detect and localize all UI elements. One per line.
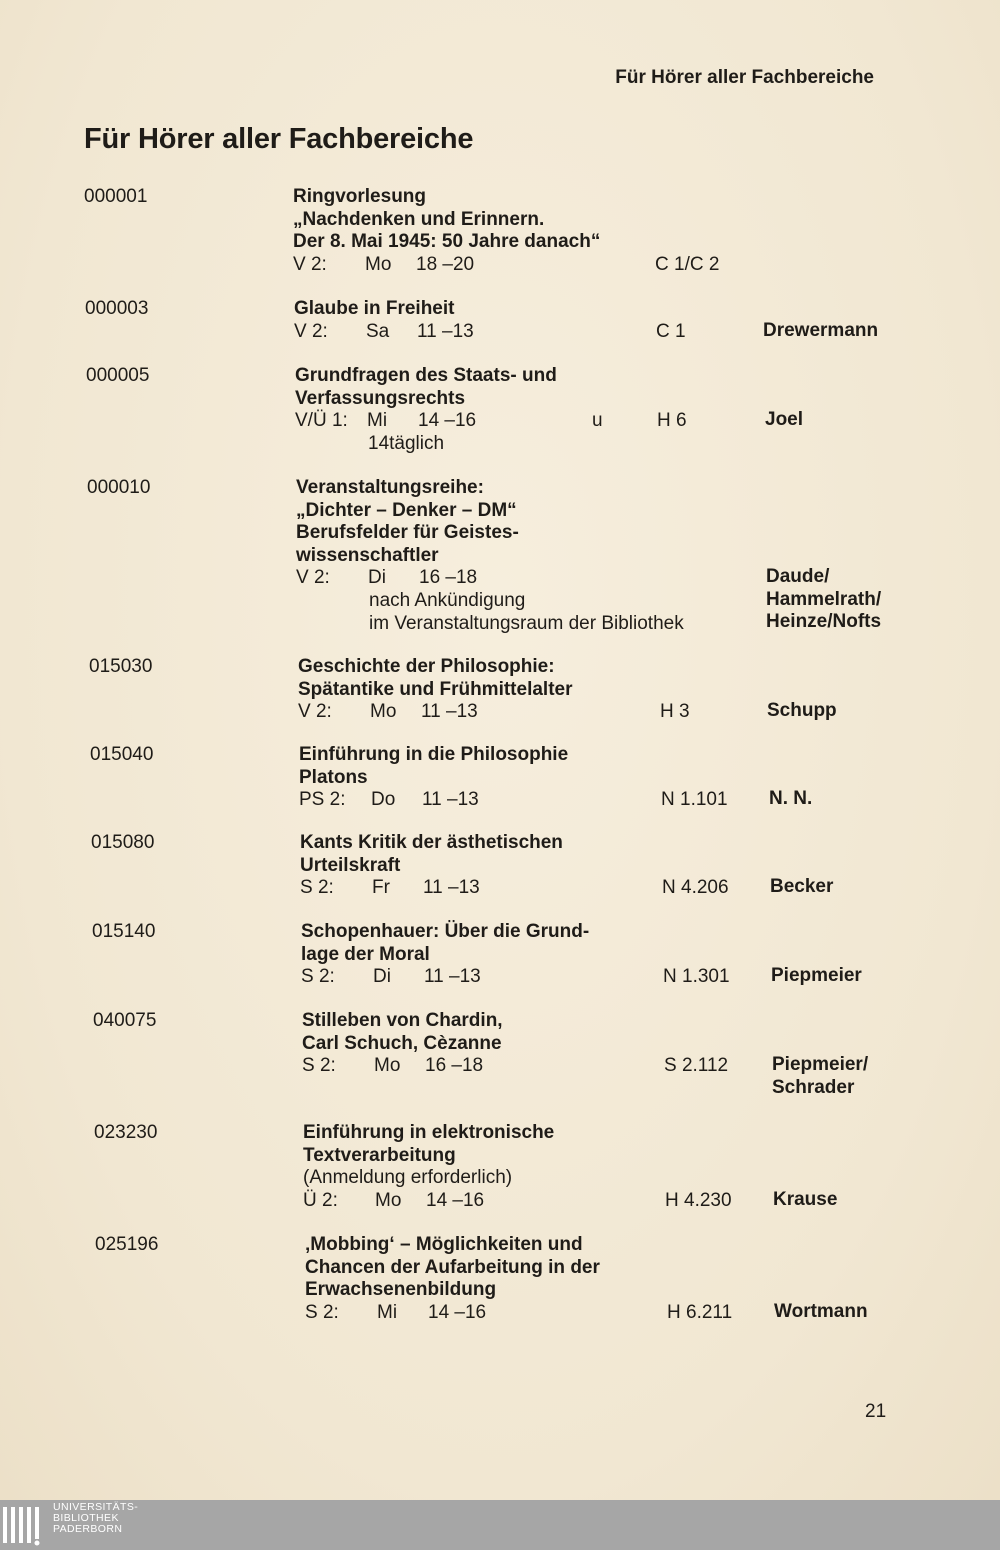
course-number: 015140 — [92, 921, 156, 942]
course-type: PS 2: — [299, 789, 346, 811]
course-lecturer: Daude/ Hammelrath/ Heinze/Nofts — [766, 566, 882, 633]
course-title: Einführung in elektronische Textverarbeitung — [303, 1122, 555, 1166]
course-time: 11 –13 — [424, 966, 481, 988]
course-lecturer: Wortmann — [774, 1301, 868, 1322]
course-title: Veranstaltungsreihe: „Dichter – Denker – DM“ Berufsfelder für Geistes- wissenschaftler — [296, 477, 519, 566]
course-room: H 4.230 — [665, 1189, 732, 1211]
course-room: C 1/C 2 — [655, 253, 720, 275]
course-day: Do — [371, 789, 396, 811]
course-details — [293, 186, 753, 276]
course-day: Di — [368, 567, 386, 589]
course-schedule — [299, 789, 759, 812]
course-day: Fr — [372, 877, 390, 899]
library-logo-icon — [2, 1503, 46, 1547]
course-schedule — [293, 254, 753, 277]
course-number: 025196 — [95, 1234, 159, 1255]
course-room: H 3 — [660, 701, 690, 723]
course-schedule — [296, 567, 756, 590]
course-number: 040075 — [93, 1010, 157, 1031]
section-title: Für Hörer aller Fachbereiche — [84, 123, 474, 155]
course-lecturer: N. N. — [769, 788, 813, 809]
course-number: 015030 — [89, 656, 153, 677]
course-details — [300, 832, 760, 900]
library-name: UNIVERSITÄTS- BIBLIOTHEK PADERBORN — [53, 1501, 139, 1535]
course-type: S 2: — [301, 966, 335, 988]
course-room: H 6 — [657, 410, 687, 432]
running-head: Für Hörer aller Fachbereiche — [615, 67, 874, 88]
course-schedule — [302, 1055, 762, 1078]
course-number: 023230 — [94, 1122, 158, 1143]
course-extra: nach Ankündigung im Veranstaltungsraum der Bibliothek — [369, 589, 684, 634]
course-details — [302, 1010, 762, 1078]
course-day: Mi — [377, 1301, 398, 1323]
course-room: H 6.211 — [667, 1301, 733, 1323]
course-type: V 2: — [293, 253, 327, 275]
course-lecturer: Becker — [770, 876, 834, 897]
course-schedule — [298, 701, 758, 724]
course-details — [295, 365, 755, 455]
course-time: 16 –18 — [425, 1055, 484, 1077]
course-day: Mo — [375, 1189, 402, 1211]
course-room: N 1.101 — [661, 789, 728, 811]
course-flag: u — [592, 410, 603, 432]
course-number: 000001 — [84, 186, 148, 207]
course-type: Ü 2: — [303, 1189, 338, 1211]
course-title: ‚Mobbing‘ – Möglichkeiten und Chancen der Aufarbeitung in der Erwachsenenbildung — [305, 1234, 600, 1301]
course-number: 000003 — [85, 298, 149, 319]
course-type: V 2: — [298, 701, 332, 723]
course-time: 11 –13 — [421, 701, 478, 723]
course-day: Mo — [370, 701, 397, 723]
course-title: Einführung in die Philosophie Platons — [299, 744, 569, 788]
course-time: 11 –13 — [417, 320, 474, 342]
course-room: S 2.112 — [664, 1055, 729, 1077]
course-day: Mo — [374, 1055, 401, 1077]
course-details — [301, 921, 761, 989]
course-details — [303, 1122, 763, 1212]
course-room: N 1.301 — [663, 966, 730, 988]
library-footer — [0, 1500, 1000, 1550]
course-number: 000005 — [86, 365, 150, 386]
course-day: Di — [373, 966, 391, 988]
course-day: Mi — [367, 410, 388, 432]
course-lecturer: Schupp — [767, 700, 837, 721]
course-room: N 4.206 — [662, 877, 729, 899]
course-title: Grundfragen des Staats- und Verfassungsrechts — [295, 365, 557, 409]
course-lecturer: Drewermann — [763, 320, 879, 341]
course-room: C 1 — [656, 320, 686, 342]
course-details — [298, 656, 758, 724]
course-schedule — [301, 966, 761, 989]
course-title: Ringvorlesung „Nachdenken und Erinnern. Der 8. Mai 1945: 50 Jahre danach“ — [293, 186, 601, 253]
course-time: 18 –20 — [416, 253, 475, 275]
course-time: 14 –16 — [428, 1301, 487, 1323]
course-time: 11 –13 — [422, 789, 479, 811]
course-title: Stilleben von Chardin, Carl Schuch, Cèzanne — [302, 1010, 503, 1054]
course-time: 11 –13 — [423, 877, 480, 899]
course-extra: 14täglich — [368, 432, 445, 454]
course-type: S 2: — [305, 1301, 339, 1323]
course-schedule — [303, 1190, 763, 1213]
course-type: V 2: — [294, 320, 328, 342]
course-title: Glaube in Freiheit — [294, 298, 455, 319]
course-number: 015080 — [91, 832, 155, 853]
course-lecturer: Krause — [773, 1189, 838, 1210]
course-day: Mo — [365, 253, 392, 275]
course-schedule — [300, 877, 760, 900]
course-details — [296, 477, 756, 635]
course-lecturer: Joel — [765, 409, 804, 430]
course-type: S 2: — [302, 1055, 336, 1077]
course-title: Schopenhauer: Über die Grund- lage der Moral — [301, 921, 590, 965]
course-day: Sa — [366, 320, 390, 342]
course-number: 015040 — [90, 744, 154, 765]
course-number: 000010 — [87, 477, 151, 498]
course-lecturer: Piepmeier — [771, 965, 862, 986]
course-schedule — [294, 321, 754, 344]
course-type: S 2: — [300, 877, 334, 899]
course-time: 14 –16 — [426, 1189, 485, 1211]
course-title: Kants Kritik der ästhetischen Urteilskraft — [300, 832, 563, 876]
course-details — [294, 298, 754, 343]
course-type: V 2: — [296, 567, 330, 589]
course-lecturer: Piepmeier/ Schrader — [772, 1054, 869, 1098]
course-time: 14 –16 — [418, 410, 477, 432]
course-schedule — [295, 410, 755, 433]
page-number: 21 — [865, 1401, 887, 1422]
course-time: 16 –18 — [419, 567, 478, 589]
course-details — [305, 1234, 765, 1324]
course-title: Geschichte der Philosophie: Spätantike und Frühmittelalter — [298, 656, 573, 700]
course-details — [299, 744, 759, 812]
course-type: V/Ü 1: — [295, 410, 348, 432]
course-schedule — [305, 1302, 765, 1325]
course-note: (Anmeldung erforderlich) — [303, 1167, 513, 1189]
